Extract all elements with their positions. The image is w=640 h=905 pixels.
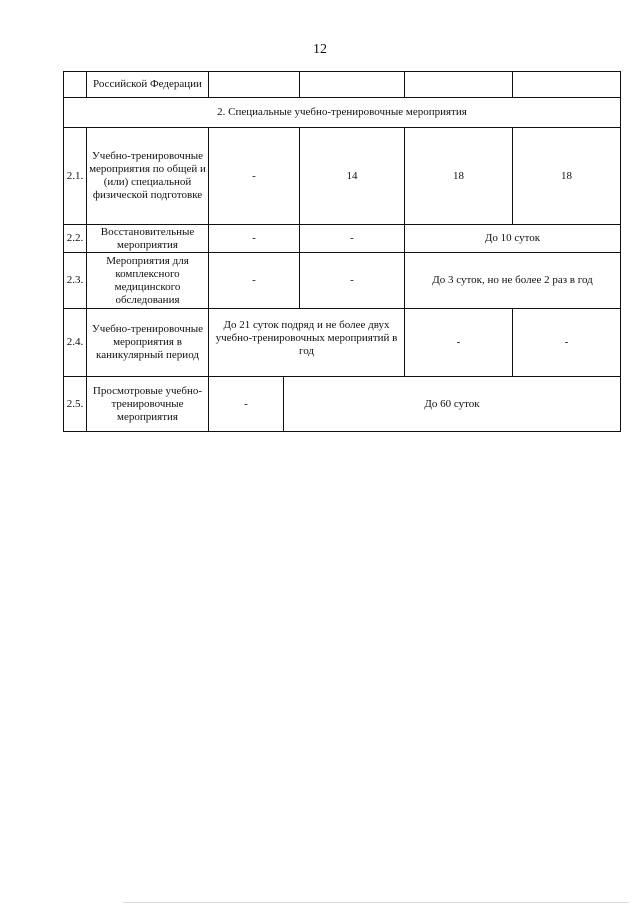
table-row-carryover bbox=[64, 72, 621, 98]
row-number-cell bbox=[64, 72, 87, 98]
row-number-cell: 2.2. bbox=[64, 225, 87, 253]
value-cell: - bbox=[300, 225, 405, 253]
table-row bbox=[64, 377, 621, 432]
section-title: 2. Специальные учебно-тренировочные мероприятия bbox=[64, 98, 621, 128]
section-row bbox=[64, 98, 621, 128]
value-cell bbox=[209, 72, 300, 98]
row-number-cell: 2.3. bbox=[64, 253, 87, 309]
value-cell: До 3 суток, но не более 2 раз в год bbox=[405, 253, 621, 309]
value-cell: До 21 суток подряд и не более двух учебно-тренировочных мероприятий в год bbox=[209, 309, 405, 377]
activity-name-cell: Учебно-тренировочные мероприятия в каникулярный период bbox=[87, 309, 209, 377]
value-cell bbox=[300, 72, 405, 98]
activity-name-cell: Российской Федерации bbox=[87, 72, 209, 98]
activity-name-cell: Учебно-тренировочные мероприятия по общей и (или) специальной физической подготовке bbox=[87, 128, 209, 225]
value-cell: - bbox=[405, 309, 513, 377]
value-cell: 18 bbox=[513, 128, 621, 225]
value-cell bbox=[513, 72, 621, 98]
value-cell: 14 bbox=[300, 128, 405, 225]
training-activities-table bbox=[63, 71, 621, 432]
value-cell bbox=[405, 72, 513, 98]
value-cell: 18 bbox=[405, 128, 513, 225]
value-cell: - bbox=[209, 253, 300, 309]
value-cell: - bbox=[300, 253, 405, 309]
value-cell: - bbox=[209, 128, 300, 225]
value-cell: - bbox=[209, 225, 300, 253]
value-cell: До 60 суток bbox=[284, 377, 621, 432]
page-number: 12 bbox=[313, 42, 327, 57]
row-number-cell: 2.4. bbox=[64, 309, 87, 377]
value-cell: До 10 суток bbox=[405, 225, 621, 253]
row-number-cell: 2.1. bbox=[64, 128, 87, 225]
table-row bbox=[64, 128, 621, 225]
table-row bbox=[64, 253, 621, 309]
table-row bbox=[64, 225, 621, 253]
table-row bbox=[64, 309, 621, 377]
activity-name-cell: Восстановительные мероприятия bbox=[87, 225, 209, 253]
value-cell: - bbox=[513, 309, 621, 377]
activity-name-cell: Мероприятия для комплексного медицинского обследования bbox=[87, 253, 209, 309]
value-cell: - bbox=[209, 377, 284, 432]
activity-name-cell: Просмотровые учебно-тренировочные мероприятия bbox=[87, 377, 209, 432]
row-number-cell: 2.5. bbox=[64, 377, 87, 432]
scan-edge-line bbox=[123, 902, 629, 903]
